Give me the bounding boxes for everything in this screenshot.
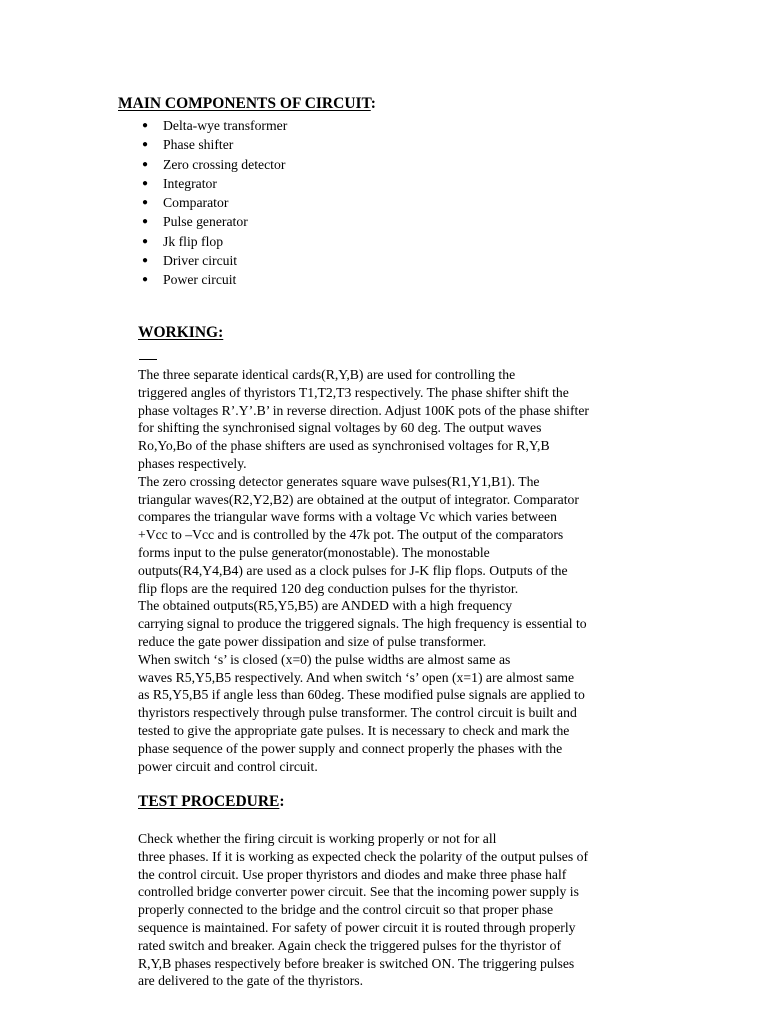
working-heading [138, 324, 223, 342]
list-item-label: Comparator [163, 195, 229, 211]
list-item [140, 116, 287, 135]
bullet-icon: ● [142, 120, 149, 131]
list-item [140, 155, 287, 174]
list-item [140, 135, 287, 154]
list-item-label: Integrator [163, 175, 217, 191]
underline-dash [139, 359, 157, 360]
main-components-title: MAIN COMPONENTS OF CIRCUIT [118, 95, 371, 112]
bullet-icon: ● [142, 216, 149, 228]
main-components-heading [118, 95, 376, 113]
list-item [140, 251, 287, 270]
list-item-label: Power circuit [163, 272, 237, 288]
working-title: WORKING [138, 324, 219, 341]
list-item-label: Jk flip flop [163, 233, 224, 249]
list-item [140, 174, 287, 193]
components-list [140, 116, 287, 290]
test-procedure-colon: : [279, 793, 285, 810]
test-procedure-heading [138, 793, 285, 811]
working-paragraph: The three separate identical cards(R,Y,B) are used for controlling the triggered angles of thyristors T1,T2,T3 respectively. The phase shifter shift the phase voltages R’.Y’.B’ in reverse direction. Adjust 100K pots of the phase shifter for shifting the synchronised signal voltages by 60 deg. The output waves Ro,Yo,Bo of the phase shifters are used as synchronised voltages for R,Y,B phases respectively. The zero crossing detector generates square wave pulses(R1,Y1,B1). The triangular waves(R2,Y2,B2) are obtained at the output of integrator. Comparator compares the triangular wave forms with a voltage Vc which varies between +Vcc to –Vcc and is controlled by the 47k pot. The output of the comparators forms input to the pulse generator(monostable). The monostable outputs(R4,Y4,B4) are used as a clock pulses for J-K flip flops. Outputs of the flip flops are the required 120 deg conduction pulses for the thyristor. The obtained outputs(R5,Y5,B5) are ANDED with a high frequency carrying signal to produce the triggered signals. The high frequency is essential to reduce the gate power dissipation and size of pulse transformer. When switch ‘s’ is closed (x=0) the pulse widths are almost same as waves R5,Y5,B5 respectively. And when switch ‘s’ open (x=1) are almost same as R5,Y5,B5 if angle less than 60deg. These modified pulse signals are applied to thyristors respectively through pulse transformer. The control circuit is built and tested to give the appropriate gate pulses. It is necessary to check and mark the phase sequence of the power supply and connect properly the phases with the power circuit and control circuit. [138, 367, 589, 774]
bullet-icon: ● [142, 177, 149, 189]
list-item-label: Zero crossing detector [163, 156, 286, 172]
list-item-label: Delta-wye transformer [163, 118, 288, 133]
list-item [140, 232, 287, 251]
list-item-label: Pulse generator [163, 214, 248, 230]
test-procedure-title: TEST PROCEDURE [138, 793, 280, 810]
list-item [140, 270, 287, 289]
list-item-label: Driver circuit [163, 253, 238, 269]
test-procedure-paragraph: Check whether the firing circuit is working properly or not for all three phases. If it is working as expected check the polarity of the output pulses of the control circuit. Use proper thyristors and diodes and make three phase half controlled bridge converter power circuit. See that the incoming power supply is properly connected to the bridge and the control circuit so that proper phase sequence is maintained. For safety of power circuit it is routed through properly rated switch and breaker. Again check the triggered pulses for the thyristor of R,Y,B phases respectively before breaker is switched ON. The triggering pulses are delivered to the gate of the thyristors. [138, 831, 589, 989]
list-item [140, 193, 287, 212]
bullet-icon: ● [142, 158, 149, 170]
bullet-icon: ● [142, 139, 149, 151]
bullet-icon: ● [142, 235, 149, 247]
bullet-icon: ● [142, 197, 149, 209]
bullet-icon: ● [142, 274, 149, 286]
list-item-label: Phase shifter [163, 137, 234, 153]
working-colon: : [218, 324, 224, 341]
bullet-icon: ● [142, 255, 149, 267]
list-item [140, 212, 287, 231]
main-components-colon: : [370, 95, 376, 112]
